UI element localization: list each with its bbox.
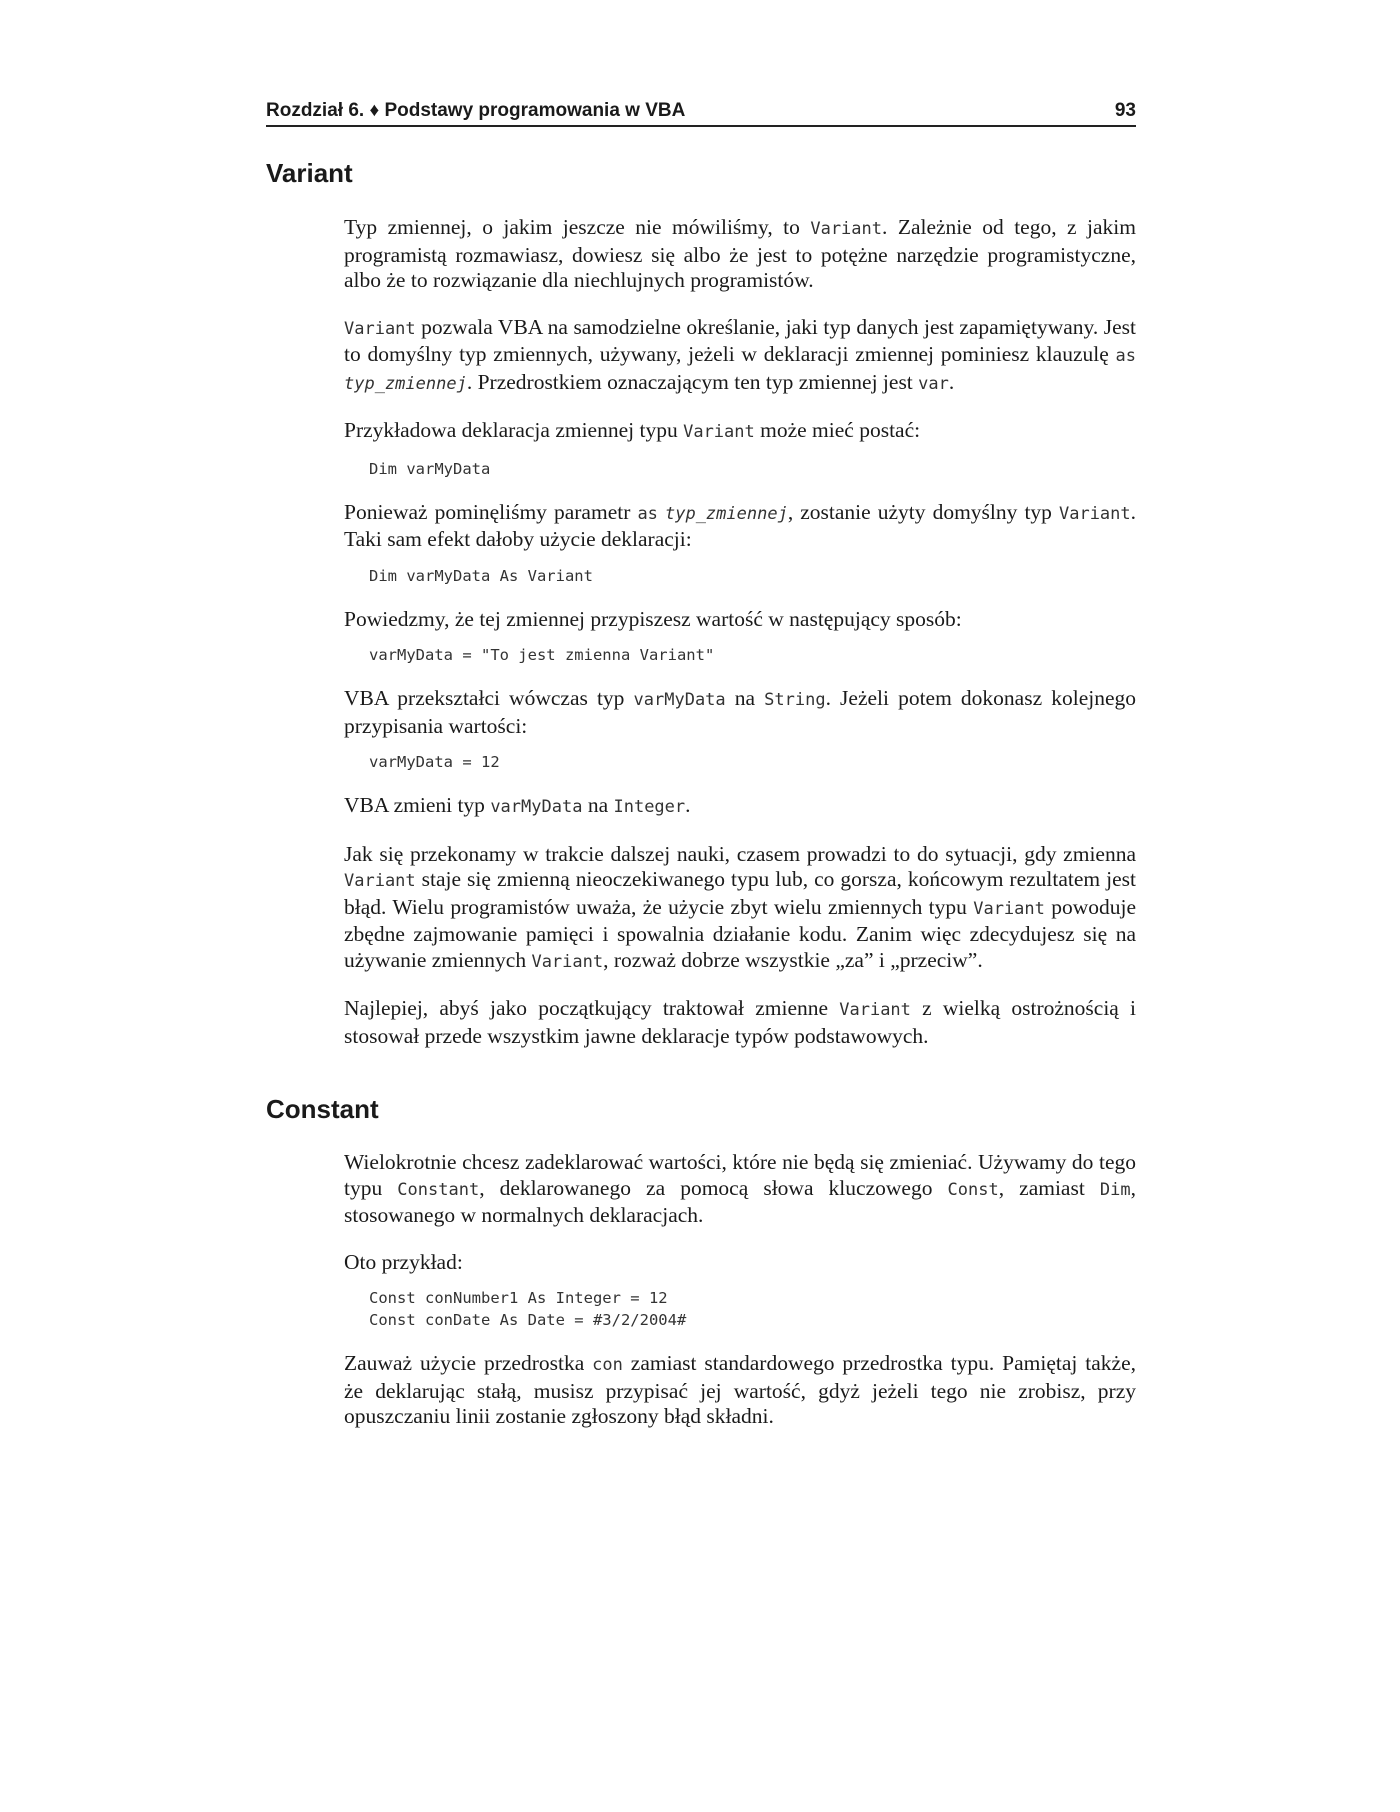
inline-code: as — [637, 503, 658, 524]
running-header — [266, 100, 1136, 122]
header-rule — [266, 125, 1136, 127]
section-heading-constant: Constant — [266, 1094, 379, 1124]
code-line: Const conDate As Date = #3/2/2004# — [369, 1311, 687, 1329]
code-block: varMyData = "To jest zmienna Variant" — [369, 646, 715, 664]
inline-code: Variant — [531, 951, 604, 972]
inline-code: var — [918, 373, 949, 394]
inline-code: Integer — [613, 797, 686, 817]
code-block: Dim varMyData As Variant — [369, 566, 593, 585]
paragraph: Ponieważ pominęliśmy parametr as typ_zmiennej, zostanie użyty domyślny typ Variant. Taki sam efekt dałoby użycie deklaracji: — [344, 499, 1137, 551]
inline-code: Const — [947, 1179, 999, 1200]
inline-code: Variant — [810, 219, 882, 239]
paragraph: Najlepiej, abyś jako początkujący traktował zmienne Variant z wielką ostrożnością i stosował przede wszystkim jawne deklaracje typów podstawowych. — [344, 996, 1137, 1048]
paragraph: Zauważ użycie przedrostka con zamiast standardowego przedrostka typu. Pamiętaj także, że deklarując stałą, musisz przypisać jej wartość, gdyż jeżeli tego nie zrobisz, przy opuszczaniu linii zostanie zgłoszony błąd składni. — [344, 1351, 1136, 1428]
paragraph: Typ zmiennej, o jakim jeszcze nie mówiliśmy, to Variant. Zależnie od tego, z jakim programistą rozmawiasz, dowiesz się albo że jest to potężne narzędzie programistyczne, albo że to rozwiązanie dla niechlujnych programistów. — [344, 215, 1136, 292]
inline-code: varMyData — [490, 797, 583, 817]
code-line: Const conNumber1 As Integer = 12 — [369, 1289, 668, 1307]
paragraph: VBA przekształci wówczas typ varMyData na String. Jeżeli potem dokonasz kolejnego przypisania wartości: — [344, 686, 1137, 738]
paragraph: Przykładowa deklaracja zmiennej typu Variant może mieć postać: — [344, 418, 921, 442]
chapter-number: Rozdział 6. — [266, 100, 365, 121]
chapter-label — [266, 100, 685, 122]
inline-code: Variant — [839, 1000, 911, 1020]
inline-code: Variant — [344, 318, 416, 339]
inline-code-italic: typ_zmiennej — [664, 503, 788, 524]
inline-code: varMyData — [633, 690, 726, 710]
diamond-bullet-icon: ♦ — [369, 100, 380, 121]
code-block: Dim varMyData — [369, 459, 491, 478]
inline-code: Dim — [1099, 1179, 1131, 1200]
paragraph: Variant pozwala VBA na samodzielne określanie, jaki typ danych jest zapamiętywany. Jest to domyślny typ zmiennych, używany, jeżeli w deklaracji zmiennej pominiesz klauzulę as typ_zmiennej. Przedrostkiem oznaczającym ten typ zmiennej jest var. — [344, 314, 1136, 394]
inline-code: Variant — [683, 422, 755, 442]
code-block: varMyData = 12 — [369, 753, 500, 771]
paragraph: Oto przykład: — [344, 1249, 463, 1274]
paragraph: VBA zmieni typ varMyData na Integer. — [344, 793, 691, 817]
inline-code: Constant — [397, 1179, 480, 1200]
paragraph: Jak się przekonamy w trakcie dalszej nauki, czasem prowadzi to do sytuacji, gdy zmienna Variant staje się zmienną nieoczekiwanego typu lub, co gorsza, końcowym rezultatem jest błąd. Wielu programistów uważa, że użycie zbyt wielu zmiennych typu Variant powoduje zbędne zajmowanie pamięci i spowalnia działanie kodu. Zanim więc zdecydujesz się na używanie zmiennych Variant, rozważ dobrze wszystkie „za” i „przeciw”. — [344, 841, 1136, 972]
inline-code: Variant — [344, 871, 416, 891]
inline-code: Variant — [973, 898, 1045, 919]
inline-code: con — [592, 1355, 623, 1375]
paragraph: Wielokrotnie chcesz zadeklarować wartości, które nie będą się zmieniać. Używamy do tego typu Constant, deklarowanego za pomocą słowa kluczowego Const, zamiast Dim, stosowanego w normalnych deklaracjach. — [344, 1150, 1136, 1227]
section-heading-variant: Variant — [266, 158, 353, 188]
inline-code: Variant — [1058, 503, 1131, 524]
chapter-title: Podstawy programowania w VBA — [384, 100, 686, 121]
paragraph: Powiedzmy, że tej zmiennej przypiszesz wartość w następujący sposób: — [344, 606, 962, 631]
section-body-variant — [344, 215, 1136, 1070]
page-number: 93 — [1114, 100, 1136, 121]
inline-code: String — [764, 690, 826, 710]
inline-code: as — [1115, 346, 1136, 366]
inline-code-italic: typ_zmiennej — [344, 373, 467, 394]
section-body-constant — [344, 1150, 1136, 1451]
